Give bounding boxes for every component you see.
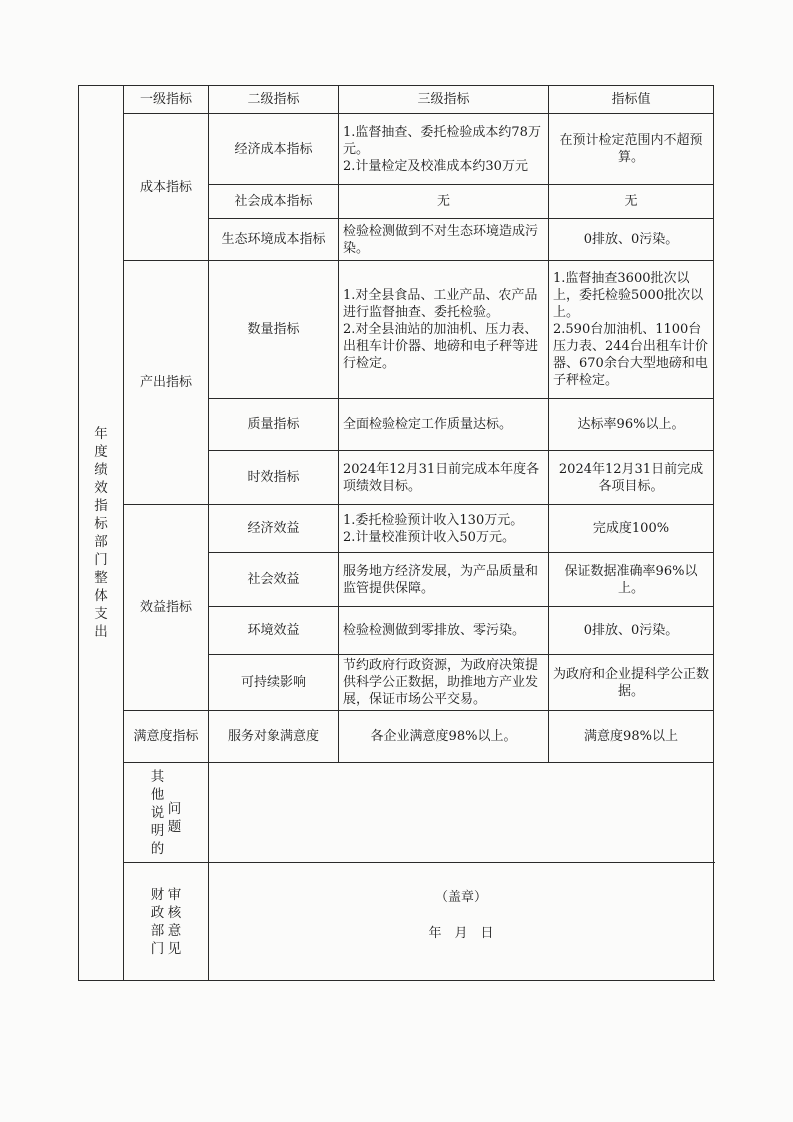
other-notes-label	[124, 763, 209, 863]
indicator-desc: 1.监督抽查、委托检验成本约78万元。 2.计量检定及校准成本约30万元	[339, 114, 549, 185]
header-row	[79, 86, 714, 114]
indicator-value: 在预计检定范围内不超预算。	[549, 114, 714, 185]
performance-table	[78, 85, 714, 981]
indicator-desc: 1.委托检验预计收入130万元。 2.计量校准预计收入50万元。	[339, 505, 549, 553]
group-output-label: 产出指标	[124, 261, 209, 505]
indicator-name: 环境效益	[209, 607, 339, 655]
indicator-name: 社会成本指标	[209, 185, 339, 219]
other-notes-label-left: 其他说明的	[150, 768, 165, 857]
header-level2: 二级指标	[209, 86, 339, 114]
header-level3: 三级指标	[339, 86, 549, 114]
other-notes-label-right: 问题	[167, 800, 182, 835]
group-benefit-label: 效益指标	[124, 505, 209, 711]
indicator-value: 达标率96%以上。	[549, 399, 714, 451]
other-notes-row	[79, 763, 714, 863]
indicator-desc: 无	[339, 185, 549, 219]
indicator-name: 生态环境成本指标	[209, 219, 339, 261]
group-satisfaction-label: 满意度指标	[124, 711, 209, 763]
seal-text: （盖章）	[434, 890, 487, 905]
indicator-desc: 全面检验检定工作质量达标。	[339, 399, 549, 451]
indicator-name: 经济效益	[209, 505, 339, 553]
indicator-value: 0排放、0污染。	[549, 607, 714, 655]
indicator-value: 为政府和企业提科学公正数据。	[549, 655, 714, 711]
indicator-name: 社会效益	[209, 553, 339, 607]
indicator-value: 1.监督抽查3600批次以上，委托检验5000批次以上。 2.590台加油机、1100台压力表、244台出租车计价器、670余台大型地磅和电子秤检定。	[549, 261, 714, 399]
group-cost-label: 成本指标	[124, 114, 209, 261]
other-notes-content	[209, 763, 714, 863]
indicator-desc: 检验检测做到不对生态环境造成污染。	[339, 219, 549, 261]
indicator-desc: 检验检测做到零排放、零污染。	[339, 607, 549, 655]
indicator-desc: 服务地方经济发展，为产品质量和监管提供保障。	[339, 553, 549, 607]
indicator-name: 时效指标	[209, 451, 339, 505]
indicator-value: 完成度100%	[549, 505, 714, 553]
finance-label-left: 财政部门	[150, 886, 165, 957]
finance-review-content	[209, 863, 714, 981]
indicator-value: 2024年12月31日前完成各项目标。	[549, 451, 714, 505]
header-value: 指标值	[549, 86, 714, 114]
indicator-name: 数量指标	[209, 261, 339, 399]
indicator-value: 保证数据准确率96%以上。	[549, 553, 714, 607]
table-row	[79, 114, 714, 185]
table-row	[79, 711, 714, 763]
indicator-desc: 2024年12月31日前完成本年度各项绩效目标。	[339, 451, 549, 505]
indicator-desc: 1.对全县食品、工业产品、农产品进行监督抽查、委托检验。 2.对全县油站的加油机、压力表、出租车计价器、地磅和电子秤等进行检定。	[339, 261, 549, 399]
indicator-name: 服务对象满意度	[209, 711, 339, 763]
main-category-label: 年度绩效指标部门整体支出	[94, 426, 108, 640]
indicator-value: 无	[549, 185, 714, 219]
indicator-desc: 各企业满意度98%以上。	[339, 711, 549, 763]
indicator-desc: 节约政府行政资源，为政府决策提供科学公正数据，助推地方产业发展，保证市场公平交易。	[339, 655, 549, 711]
indicator-name: 质量指标	[209, 399, 339, 451]
finance-review-row	[79, 863, 714, 981]
header-level1: 一级指标	[124, 86, 209, 114]
indicator-value: 0排放、0污染。	[549, 219, 714, 261]
indicator-name: 可持续影响	[209, 655, 339, 711]
main-category-cell	[79, 86, 124, 981]
indicator-value: 满意度98%以上	[549, 711, 714, 763]
table-row	[79, 261, 714, 399]
indicator-name: 经济成本指标	[209, 114, 339, 185]
table-row	[79, 505, 714, 553]
date-text: 年 月 日	[428, 926, 494, 941]
finance-review-label	[124, 863, 209, 981]
finance-label-right: 审核意见	[167, 886, 182, 957]
